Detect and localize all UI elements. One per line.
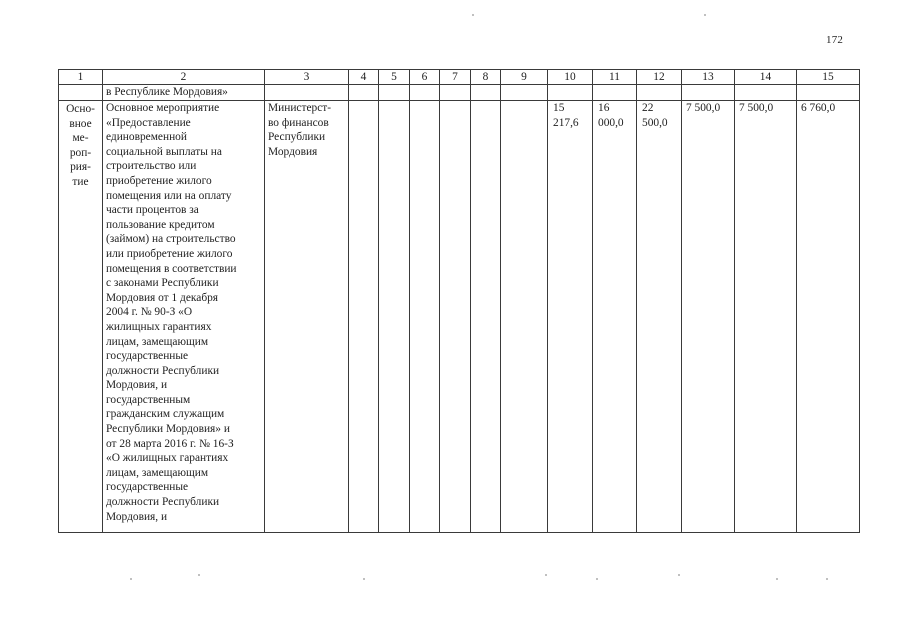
empty-cell <box>410 85 440 101</box>
header-cell: 6 <box>410 70 440 85</box>
empty-cell <box>548 85 593 101</box>
empty-cell <box>349 101 379 533</box>
empty-cell <box>797 85 860 101</box>
header-cell: 13 <box>682 70 735 85</box>
executor-cell: Министерст- во финансов Республики Мордовия <box>265 101 349 533</box>
header-cell: 15 <box>797 70 860 85</box>
header-cell: 11 <box>593 70 637 85</box>
header-row <box>59 70 860 85</box>
header-cell: 7 <box>440 70 471 85</box>
value-col-10: 15 217,6 <box>548 101 593 533</box>
continuation-row <box>59 85 860 101</box>
value-col-12: 22 500,0 <box>637 101 682 533</box>
empty-cell <box>501 85 548 101</box>
header-cell: 1 <box>59 70 103 85</box>
header-cell: 4 <box>349 70 379 85</box>
header-cell: 12 <box>637 70 682 85</box>
value-col-13: 7 500,0 <box>682 101 735 533</box>
page-number: 172 <box>826 34 844 46</box>
empty-cell <box>349 85 379 101</box>
header-cell: 10 <box>548 70 593 85</box>
header-cell: 9 <box>501 70 548 85</box>
empty-cell <box>440 85 471 101</box>
program-table <box>58 69 860 533</box>
value-col-15: 6 760,0 <box>797 101 860 533</box>
empty-cell <box>379 85 410 101</box>
value-col-14: 7 500,0 <box>735 101 797 533</box>
empty-cell <box>471 85 501 101</box>
value-col-11: 16 000,0 <box>593 101 637 533</box>
empty-cell <box>735 85 797 101</box>
empty-cell <box>410 101 440 533</box>
empty-cell <box>379 101 410 533</box>
empty-cell <box>471 101 501 533</box>
empty-cell <box>682 85 735 101</box>
empty-cell <box>637 85 682 101</box>
empty-cell <box>265 85 349 101</box>
header-cell: 8 <box>471 70 501 85</box>
measure-row <box>59 101 860 533</box>
measure-name-cell: Основное мероприятие «Предоставление единовременной социальной выплаты на строительство или приобретение жилого помещения или на оплату части процентов за пользование кредитом (займом) на строительство или приобретение жилого помещения в соответствии с законами Республики Мордовия от 1 декабря 2004 г. № 90-З «О жилищных гарантиях лицам, замещающим государственные должности Республики Мордовия, и государственным гражданским служащим Республики Мордовия» и от 28 марта 2016 г. № 16-З «О жилищных гарантиях лицам, замещающим государственные должности Республики Мордовия, и <box>103 101 265 533</box>
empty-cell <box>593 85 637 101</box>
header-cell: 14 <box>735 70 797 85</box>
empty-cell <box>501 101 548 533</box>
measure-type-cell: Осно- вное ме- роп- рия- тие <box>59 101 103 533</box>
header-cell: 3 <box>265 70 349 85</box>
continuation-text: в Республике Мордовия» <box>103 85 265 101</box>
empty-cell <box>59 85 103 101</box>
empty-cell <box>440 101 471 533</box>
header-cell: 5 <box>379 70 410 85</box>
header-cell: 2 <box>103 70 265 85</box>
